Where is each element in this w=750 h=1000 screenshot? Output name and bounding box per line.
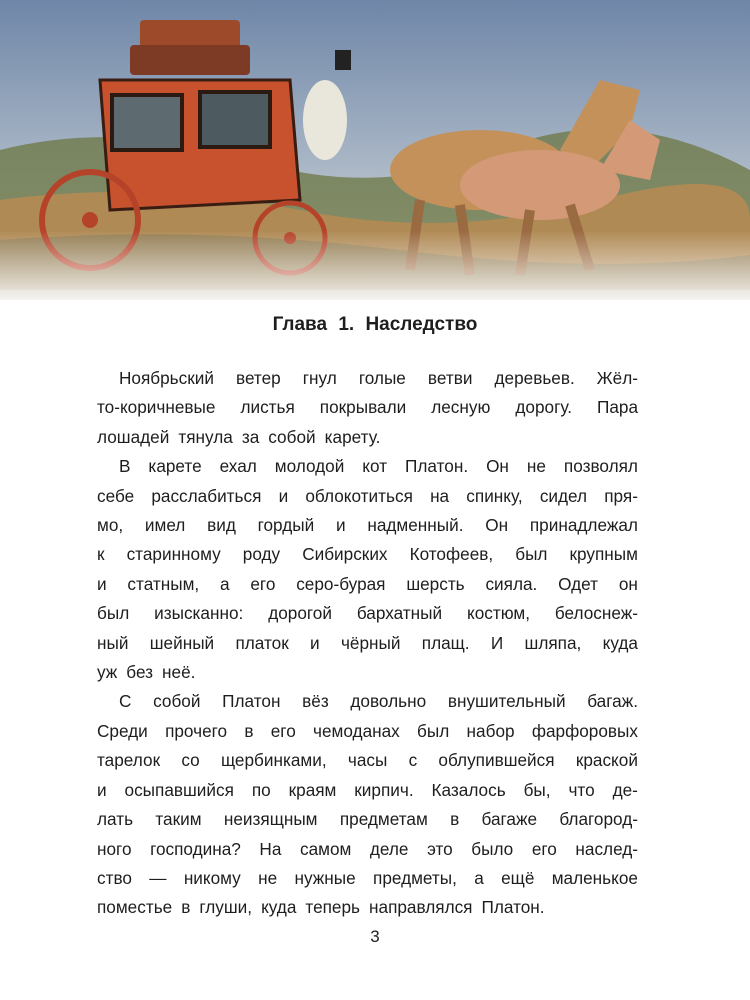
- text-line: С собой Платон вёз довольно внушительный багаж.: [119, 691, 638, 712]
- text-line: лошадей тянула за собой карету.: [97, 426, 381, 447]
- text-line: уж без неё.: [97, 662, 196, 683]
- chapter-title: Глава 1. Наследство: [272, 314, 478, 335]
- text-line: и статным, а его серо-бурая шерсть сияла. Одет он: [97, 573, 638, 594]
- text-line: к старинному роду Сибирских Котофеев, был крупным: [97, 544, 638, 565]
- page-number: 3: [370, 927, 380, 946]
- body-text: [97, 364, 638, 923]
- text-line: В карете ехал молодой кот Платон. Он не позволял: [119, 456, 638, 477]
- text-line: поместье в глуши, куда теперь направлялся Платон.: [97, 897, 545, 918]
- text-line: и осыпавшийся по краям кирпич. Казалось бы, что де-: [97, 779, 638, 800]
- carriage-illustration: [0, 0, 750, 310]
- text-line: то-коричневые листья покрывали лесную дорогу. Пара: [97, 397, 638, 418]
- text-line: тарелок со щербинками, часы с облупившейся краской: [97, 750, 638, 771]
- text-line: мо, имел вид гордый и надменный. Он принадлежал: [97, 515, 638, 536]
- text-line: ство — никому не нужные предметы, а ещё маленькое: [97, 867, 638, 888]
- text-line: был изысканно: дорогой бархатный костюм, белоснеж-: [97, 603, 638, 624]
- text-line: Ноябрьский ветер гнул голые ветви деревьев. Жёл-: [119, 368, 638, 388]
- text-line: Среди прочего в его чемоданах был набор фарфоровых: [97, 720, 638, 741]
- text-line: ный шейный платок и чёрный плащ. И шляпа, куда: [97, 632, 638, 653]
- text-line: себе расслабиться и облокотиться на спинку, сидел пря-: [97, 485, 638, 506]
- text-line: ного господина? На самом деле это было его наслед-: [97, 838, 638, 859]
- text-line: лать таким неизящным предметам в багаже благород-: [97, 809, 638, 830]
